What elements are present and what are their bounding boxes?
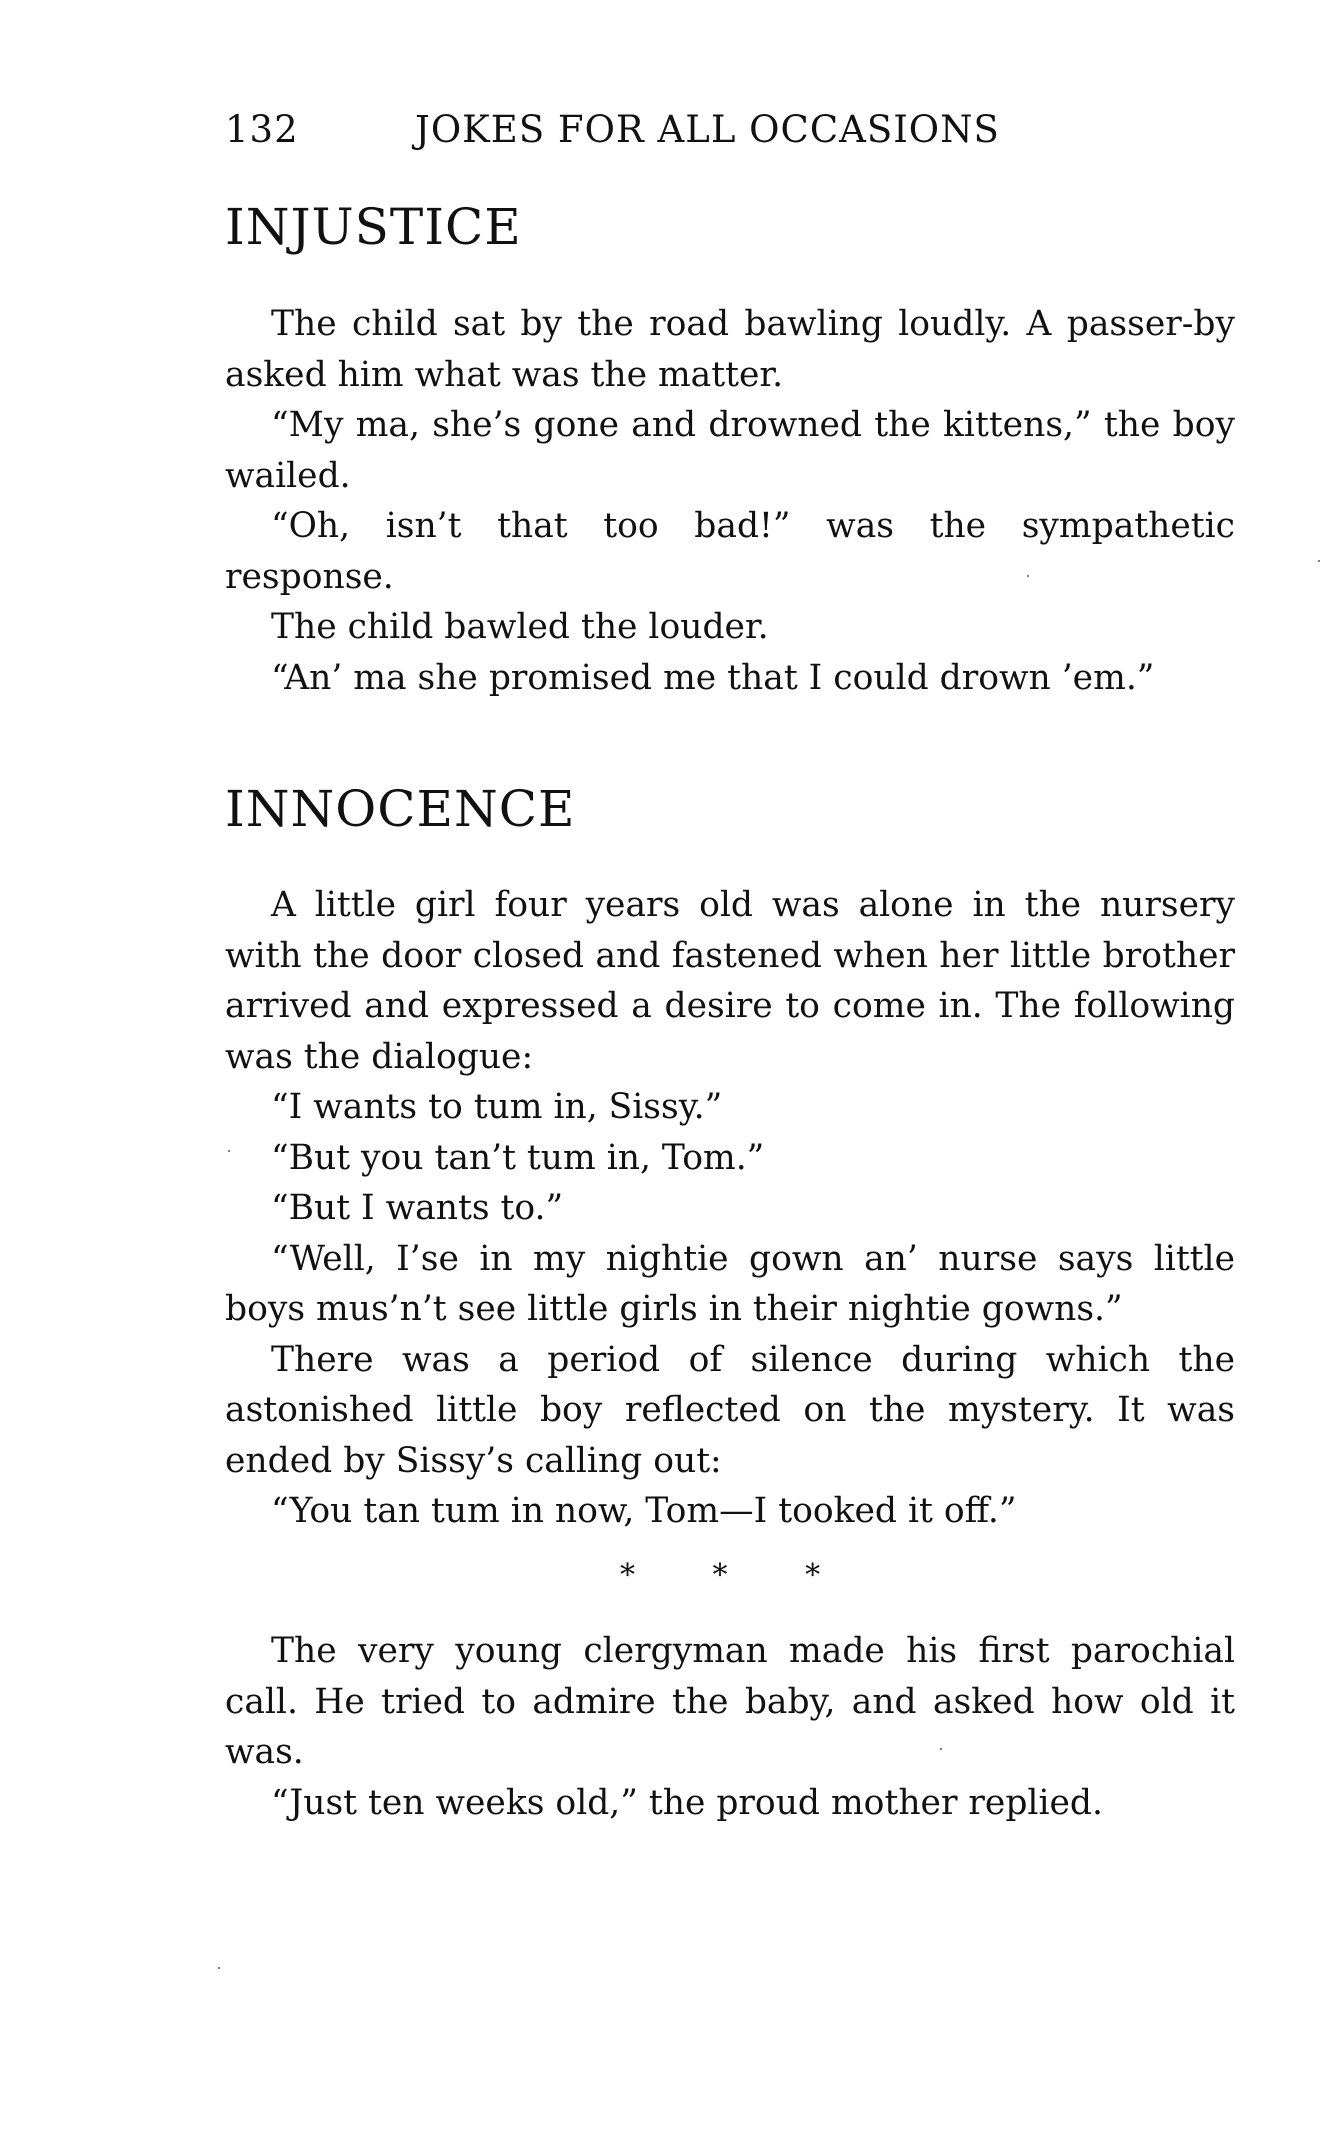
paragraph: “An’ ma she promised me that I could drown ’em.” <box>271 657 1155 698</box>
section-separator: * * * <box>620 1558 855 1593</box>
paragraph: A little girl four years old was alone in the nursery with the door closed and fastened when her little brother arrived and expressed a desire to come in. The following was the dialogue: <box>225 885 1235 1077</box>
paper-speck <box>940 1748 942 1750</box>
paragraph: “You tan tum in now, Tom—I tooked it off.” <box>271 1491 1017 1531</box>
paragraph: “My ma, she’s gone and drowned the kittens,” the boy wailed. <box>225 405 1235 496</box>
running-title: JOKES FOR ALL OCCASIONS <box>415 108 1000 151</box>
paragraph: “Well, I’se in my nightie gown an’ nurse says little boys mus’n’t see little girls in their nightie gowns.” <box>225 1238 1235 1329</box>
clergyman-text <box>225 1626 1235 1828</box>
paper-speck <box>228 1150 230 1152</box>
paper-speck <box>1318 560 1320 562</box>
paper-speck <box>218 1967 220 1969</box>
paragraph: The very young clergyman made his first parochial call. He tried to admire the baby, and asked how old it was. <box>225 1631 1235 1772</box>
innocence-text <box>225 880 1235 1537</box>
paragraph: The child bawled the louder. <box>271 607 769 647</box>
paragraph: “But I wants to.” <box>271 1188 564 1228</box>
section-heading-injustice: INJUSTICE <box>225 198 522 256</box>
injustice-text <box>225 299 1235 703</box>
paragraph: “But you tan’t tum in, Tom.” <box>271 1137 765 1178</box>
paragraph: “Oh, isn’t that too bad!” was the sympathetic response. <box>225 506 1235 597</box>
paragraph: “I wants to tum in, Sissy.” <box>271 1087 723 1127</box>
paragraph: “Just ten weeks old,” the proud mother replied. <box>271 1782 1103 1823</box>
paragraph: There was a period of silence during which the astonished little boy reflected on the mystery. It was ended by Sissy’s calling out: <box>225 1339 1235 1481</box>
paper-speck <box>1027 575 1029 577</box>
page-number: 132 <box>225 108 299 151</box>
section-heading-innocence: INNOCENCE <box>225 780 576 838</box>
paragraph: The child sat by the road bawling loudly. A passer-by asked him what was the matter. <box>225 304 1235 395</box>
